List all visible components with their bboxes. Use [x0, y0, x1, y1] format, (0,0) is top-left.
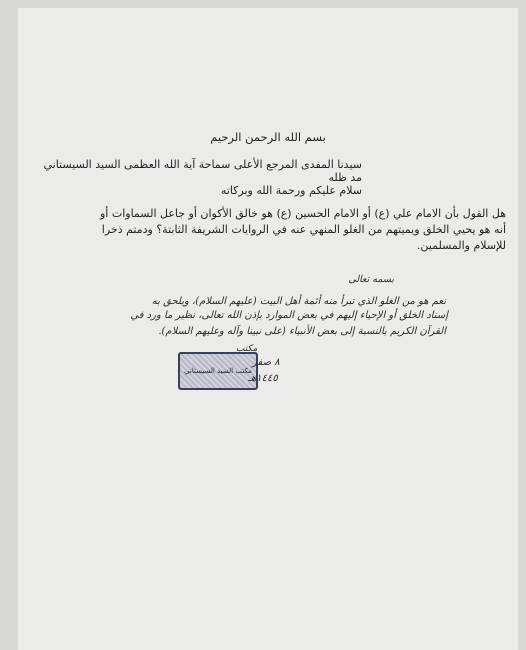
answer-header: بسمه تعالى — [348, 274, 394, 285]
seal-text: مكتب السيد السيستاني — [184, 366, 252, 375]
date-year: ١٤٤٥هـ — [248, 373, 278, 384]
addressee-line: سيدنا المفدى المرجع الأعلى سماحة آية الله العظمى السيد السيستاني مد ظله — [43, 158, 362, 184]
date-day: ٨ صفر — [252, 357, 280, 368]
office-seal-stamp — [178, 352, 258, 390]
letter-page — [18, 8, 518, 650]
answer-line-2: إسناد الخلق أو الإحياء إليهم في بعض الموارد بإذن الله تعالى، نظير ما ورد في — [130, 310, 448, 321]
greeting-line: سلام عليكم ورحمة الله وبركاته — [220, 184, 362, 197]
question-paragraph: هل القول بأن الامام علي (ع) أو الامام الحسين (ع) هو خالق الأكوان أو جاعل السماوات أو أنه هو يحيي الخلق ويميتهم من الغلو المنهي عنه في الروايات الشريفة الثابتة؟ ودمتم ذخرا للإسلام والمسلمين. — [99, 207, 506, 252]
answer-line-1: نعم هو من الغلو الذي تبرأ منه أئمة أهل البيت (عليهم السلام)، ويلحق به — [151, 296, 446, 307]
basmala: بسم الله الرحمن الرحيم — [210, 130, 326, 144]
answer-line-3: القرآن الكريم بالنسبة إلى بعض الأنبياء (على نبينا وآله وعليهم السلام). — [158, 326, 446, 337]
office-label: مكتب — [236, 344, 258, 354]
